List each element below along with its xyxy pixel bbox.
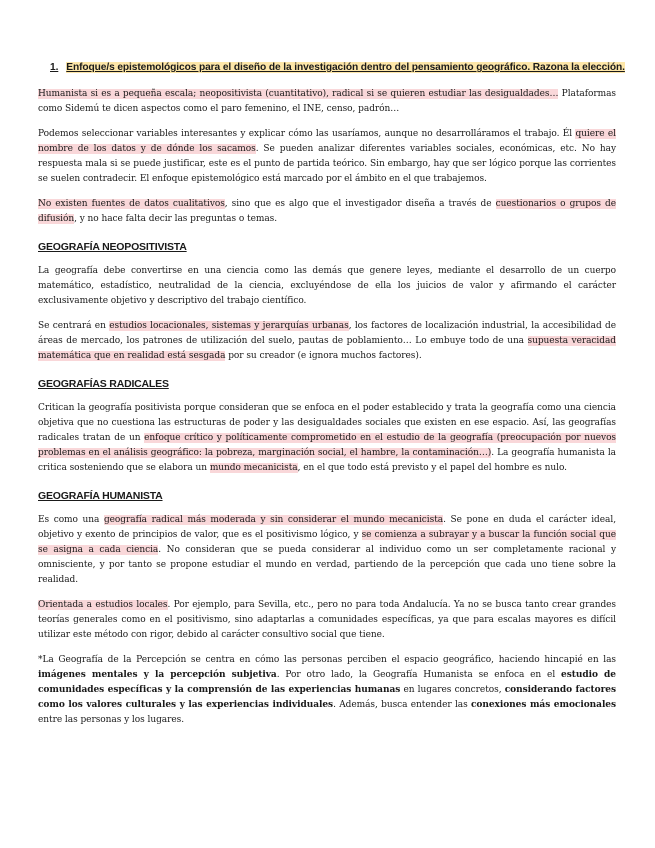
text: . La geografía humanista la critica sosteniendo que se elabora un [38,448,616,473]
highlight: se comienza a subrayar y a buscar la función social que se asigna a cada ciencia [38,530,616,555]
text: Es como una [38,515,104,525]
neopositivista-paragraph-2 [38,319,616,364]
text: por su creador (e ignora muchos factores). [225,351,422,361]
humanista-paragraph-1 [38,513,616,588]
question-number: 1. [50,62,59,73]
highlight: geografía radical más moderada y sin considerar el mundo mecanicista [103,515,444,525]
heading-neopositivista: GEOGRAFÍA NEOPOSITIVISTA [38,241,187,253]
heading-radicales: GEOGRAFÍAS RADICALES [38,378,169,390]
text: . Se pone en duda el carácter ideal, objetivo y exento de principios de valor, que es el positivismo lógico, y [38,515,617,540]
bold-text: imágenes mentales y la percepción subjetiva [38,670,277,680]
text: entre las personas y los lugares. [38,715,185,725]
question-title [50,62,625,73]
text: , en el que todo está previsto y el papel del hombre es nulo. [297,463,567,473]
bold-text: considerando factores como los valores culturales y las experiencias individuales [38,685,616,710]
highlight: mundo mecanicista [209,463,298,473]
text: *La Geografía de la Percepción se centra en cómo las personas perciben el espacio geográfico, haciendo hincapié en las [38,655,616,665]
neopositivista-paragraph-1: La geografía debe convertirse en una ciencia como las demás que genere leyes, mediante el desarrollo de un cuerpo matemático, estadístico, neutralidad de la ciencia, excluyéndose de ella los juicios de valor y afirmando el carácter exclusivamente objetivo y descriptivo del trabajo científico. [38,266,616,306]
highlight: Orientada a estudios locales [38,600,168,610]
heading-humanista: GEOGRAFÍA HUMANISTA [38,490,163,502]
intro-paragraph-2 [38,127,616,187]
highlight: No existen fuentes de datos cualitativos [38,199,225,209]
intro-paragraph-1 [38,87,616,117]
text: . Por ejemplo, para Sevilla, etc., pero no para toda Andalucía. Ya no se busca tanto crear grandes teorías generales como en el positivismo, sino adaptarlas a comunidades específicas, ya que para escalas mayores es difícil utilizar este método con rigor, debido al carácter consultivo social que tiene. [38,600,617,640]
bold-text: conexiones más emocionales [470,700,617,710]
text: . Por otro lado, la Geografía Humanista se enfoca en el [276,670,562,680]
highlight: Humanista si es a pequeña escala; neopositivista (cuantitativo), radical si se quieren estudiar las desigualdades… [38,89,559,99]
text: . Además, busca entender las [333,700,471,710]
text: , los factores de localización industrial, la accesibilidad de áreas de mercado, los patrones de utilización del suelo, pautas de poblamiento… Lo embuye todo de una [38,321,616,346]
text: , sino que es algo que el investigador diseña a través de [224,199,496,209]
document-page [38,62,625,738]
text: en lugares concretos, [400,685,505,695]
text: . Se pueden analizar diferentes variables sociales, económicas, etc. No hay respuesta mala si se puede justificar, este es el punto de partida teórico. Sin embargo, hay que ser lógico porque las corrientes se suelen contradecir. El enfoque epistemológico está marcado por el ámbito en el que trabajemos. [38,144,616,184]
text: Plataformas como Sidemú te dicen aspectos como el paro femenino, el INE, censo, padrón… [38,89,616,114]
highlight: estudios locacionales, sistemas y jerarquías urbanas [109,321,349,331]
text: Se centrará en [38,321,110,331]
highlight: cuestionarios o grupos de difusión [38,199,616,224]
text: . No consideran que se pueda considerar al individuo como un ser completamente racional y omnisciente, y por tanto se propone estudiar el mundo en verdad, partiendo de la percepción que cada uno tiene sobre la realidad. [38,545,616,585]
intro-paragraph-3 [38,197,616,227]
text: Critican la geografía positivista porque consideran que se enfoca en el poder establecido y trata la geografía como una ciencia objetiva que no cuestiona las estructuras de poder y las desigualdades sociales que existen en ese espacio. Así, las geografías radicales tratan de un [38,403,616,443]
question-text: Enfoque/s epistemológicos para el diseño de la investigación dentro del pensamiento geográfico. Razona la elección. [66,62,625,73]
bold-text: estudio de comunidades específicas y la comprensión de las experiencias humanas [38,670,616,695]
text: , y no hace falta decir las preguntas o temas. [74,214,278,224]
highlight: enfoque crítico y políticamente comprometido en el estudio de la geografía (preocupación por nuevos problemas en el análisis geográfico: la pobreza, marginación social, el hambre, la contaminación…) [38,433,617,458]
humanista-paragraph-3 [38,653,616,728]
radicales-paragraph-1 [38,401,616,476]
text: Podemos seleccionar variables interesantes y explicar cómo las usaríamos, aunque no desarrolláramos el trabajo. Él [38,129,576,139]
humanista-paragraph-2 [38,598,616,643]
highlight: quiere el nombre de los datos y de dónde los sacamos [38,129,616,154]
highlight: supuesta veracidad matemática que en realidad está sesgada [38,336,616,361]
